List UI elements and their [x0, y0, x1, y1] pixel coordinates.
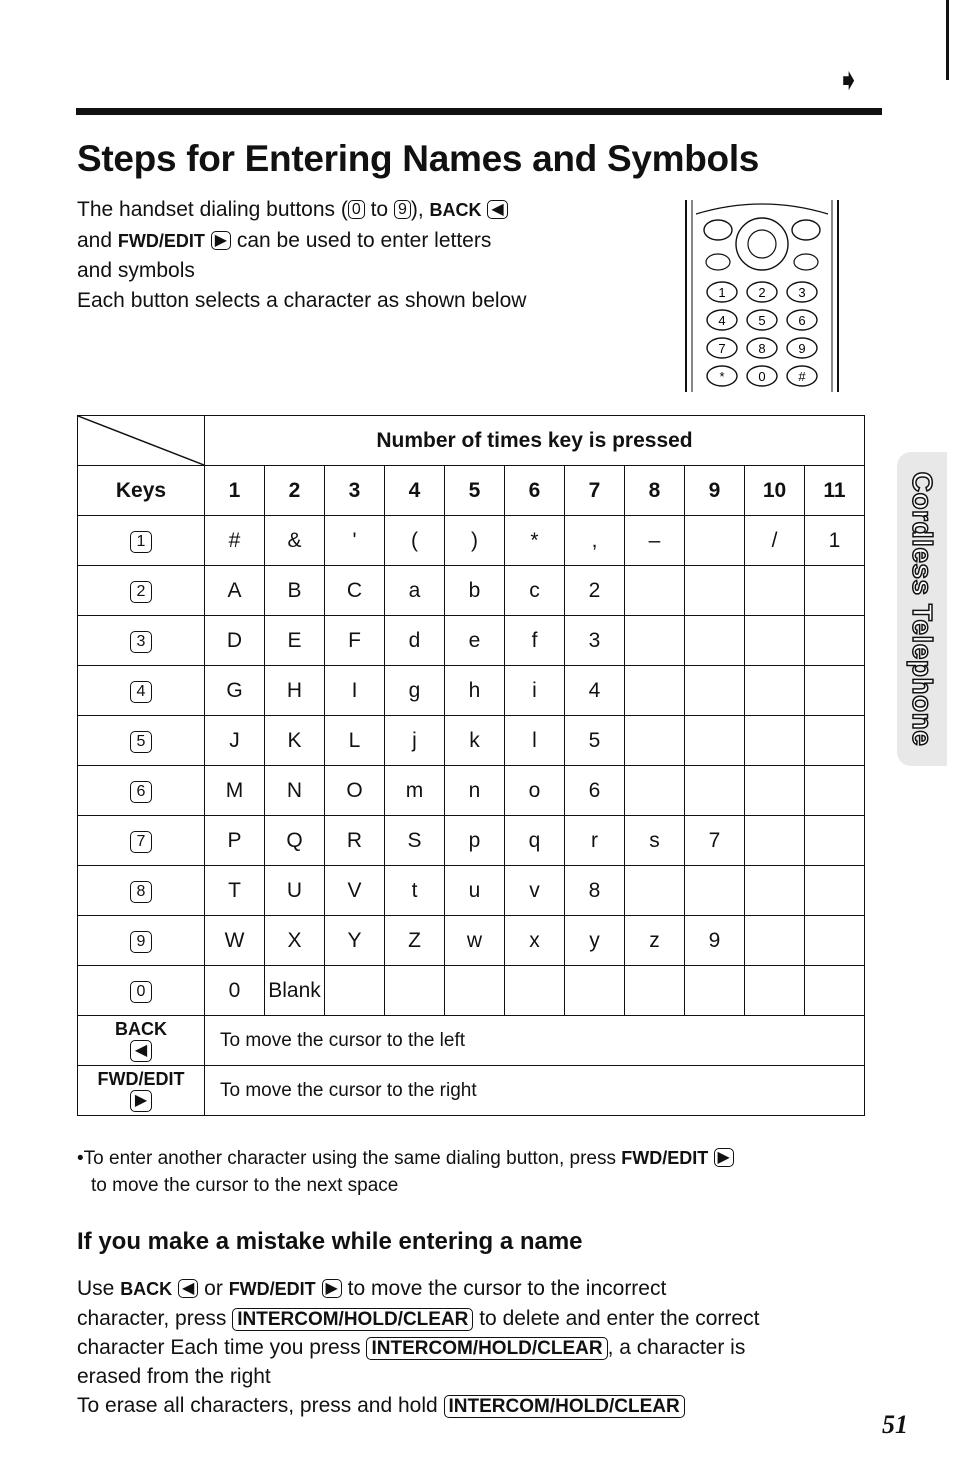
char-cell: f — [505, 616, 565, 666]
intro-line-3: and symbols — [77, 259, 195, 282]
char-cell: q — [505, 816, 565, 866]
key-0-icon: 0 — [348, 200, 365, 219]
mistake-line-3: character Each time you press INTERCOM/HOLD/CLEAR , a character is — [77, 1336, 746, 1359]
phone-key-label: 9 — [798, 341, 806, 356]
char-cell: z — [625, 916, 685, 966]
char-cell — [625, 966, 685, 1016]
char-cell — [805, 716, 865, 766]
char-cell: u — [445, 866, 505, 916]
mistake-heading: If you make a mistake while entering a name — [77, 1228, 583, 1255]
char-cell: B — [265, 566, 325, 616]
char-cell: O — [325, 766, 385, 816]
char-cell: p — [445, 816, 505, 866]
intercom-hold-clear-key: INTERCOM/HOLD/CLEAR — [366, 1337, 607, 1360]
table-row — [78, 516, 865, 566]
char-cell: 0 — [205, 966, 265, 1016]
char-cell — [685, 566, 745, 616]
key-cell — [78, 916, 205, 966]
char-cell: , — [565, 516, 625, 566]
intercom-hold-clear-key: INTERCOM/HOLD/CLEAR — [232, 1308, 473, 1331]
char-cell: d — [385, 616, 445, 666]
count-header: 3 — [325, 466, 385, 516]
phone-key-label: 7 — [718, 341, 726, 356]
char-cell: I — [325, 666, 385, 716]
char-cell: k — [445, 716, 505, 766]
note-line-2: to move the cursor to the next space — [91, 1175, 399, 1196]
key-3-icon: 3 — [130, 631, 152, 653]
count-header: 10 — [745, 466, 805, 516]
char-cell — [685, 766, 745, 816]
char-cell — [625, 566, 685, 616]
table-corner-cell — [78, 416, 205, 466]
char-cell: ( — [385, 516, 445, 566]
back-arrow-icon: ◀ — [487, 200, 507, 219]
table-title: Number of times key is pressed — [205, 416, 865, 466]
back-label: BACK — [115, 1019, 167, 1039]
char-cell: X — [265, 916, 325, 966]
intro-line-1: The handset dialing buttons ( 0 to 9 ), BACK ◀ — [77, 195, 637, 226]
char-cell: e — [445, 616, 505, 666]
char-cell — [805, 916, 865, 966]
char-cell: D — [205, 616, 265, 666]
count-header: 6 — [505, 466, 565, 516]
count-header: 7 — [565, 466, 625, 516]
char-cell: b — [445, 566, 505, 616]
key-0-icon: 0 — [130, 981, 152, 1003]
phone-key-label: # — [798, 369, 806, 384]
char-cell: 4 — [565, 666, 625, 716]
phone-key-label: 3 — [798, 285, 806, 300]
side-tab-label: Cordless Telephone — [907, 471, 938, 747]
char-cell — [505, 966, 565, 1016]
key-cell — [78, 666, 205, 716]
char-cell — [805, 566, 865, 616]
char-cell — [685, 966, 745, 1016]
char-cell: – — [625, 516, 685, 566]
key-cell — [78, 516, 205, 566]
mistake-text — [77, 1274, 897, 1420]
handset-keypad-illustration — [682, 200, 842, 392]
char-cell — [685, 866, 745, 916]
header-rule — [76, 108, 882, 115]
char-cell: Blank — [265, 966, 325, 1016]
table-row — [78, 816, 865, 866]
char-cell: J — [205, 716, 265, 766]
key-cell — [78, 966, 205, 1016]
char-cell: F — [325, 616, 385, 666]
char-cell: 9 — [685, 916, 745, 966]
char-cell: H — [265, 666, 325, 716]
key-6-icon: 6 — [130, 781, 152, 803]
key-cell — [78, 566, 205, 616]
char-cell: l — [505, 716, 565, 766]
char-cell: 3 — [565, 616, 625, 666]
char-cell: & — [265, 516, 325, 566]
char-cell: E — [265, 616, 325, 666]
char-cell: W — [205, 916, 265, 966]
char-cell — [565, 966, 625, 1016]
count-header: 8 — [625, 466, 685, 516]
char-cell: Z — [385, 916, 445, 966]
char-cell: P — [205, 816, 265, 866]
char-cell — [445, 966, 505, 1016]
note-text — [77, 1145, 877, 1199]
char-cell — [805, 966, 865, 1016]
char-cell: # — [205, 516, 265, 566]
page-title: Steps for Entering Names and Symbols — [77, 138, 760, 179]
key-8-icon: 8 — [130, 881, 152, 903]
fwd-key-cell — [78, 1066, 205, 1116]
keypad-keys — [707, 282, 817, 386]
char-cell — [625, 616, 685, 666]
count-header: 2 — [265, 466, 325, 516]
char-cell — [745, 766, 805, 816]
key-cell — [78, 766, 205, 816]
char-cell: 8 — [565, 866, 625, 916]
back-arrow-icon: ◀ — [130, 1040, 152, 1062]
back-row — [78, 1016, 865, 1066]
table-row — [78, 716, 865, 766]
page-number: 51 — [882, 1410, 908, 1439]
count-header: 5 — [445, 466, 505, 516]
char-cell: / — [745, 516, 805, 566]
char-cell — [745, 716, 805, 766]
char-cell: h — [445, 666, 505, 716]
table-row — [78, 566, 865, 616]
fwd-description: To move the cursor to the right — [205, 1066, 865, 1116]
char-cell: w — [445, 916, 505, 966]
char-cell — [805, 816, 865, 866]
char-cell: n — [445, 766, 505, 816]
char-cell — [745, 866, 805, 916]
table-counts-row — [78, 466, 865, 516]
char-cell: t — [385, 866, 445, 916]
char-cell: A — [205, 566, 265, 616]
char-cell: c — [505, 566, 565, 616]
char-cell — [385, 966, 445, 1016]
count-header: 9 — [685, 466, 745, 516]
char-cell — [805, 666, 865, 716]
char-cell — [745, 816, 805, 866]
side-section-tab — [897, 452, 947, 766]
key-7-icon: 7 — [130, 831, 152, 853]
char-cell: j — [385, 716, 445, 766]
key-2-icon: 2 — [130, 581, 152, 603]
fwd-arrow-icon: ▶ — [130, 1090, 152, 1112]
continue-arrow-icon: ➧ — [836, 64, 862, 97]
char-cell: r — [565, 816, 625, 866]
char-cell: K — [265, 716, 325, 766]
fwd-label: FWD/EDIT — [97, 1069, 185, 1089]
char-cell: L — [325, 716, 385, 766]
char-cell: i — [505, 666, 565, 716]
char-cell: x — [505, 916, 565, 966]
char-cell: * — [505, 516, 565, 566]
char-cell — [745, 566, 805, 616]
forward-arrow-icon: ▶ — [714, 1148, 734, 1167]
forward-arrow-icon: ▶ — [322, 1279, 342, 1298]
table-row — [78, 766, 865, 816]
char-cell — [745, 916, 805, 966]
char-cell: 1 — [805, 516, 865, 566]
count-header: 4 — [385, 466, 445, 516]
char-cell: 7 — [685, 816, 745, 866]
char-cell: m — [385, 766, 445, 816]
char-cell: G — [205, 666, 265, 716]
char-cell: Y — [325, 916, 385, 966]
char-cell: y — [565, 916, 625, 966]
char-cell — [685, 716, 745, 766]
intro-text — [77, 195, 637, 315]
char-cell: ) — [445, 516, 505, 566]
count-header: 1 — [205, 466, 265, 516]
char-cell — [625, 716, 685, 766]
char-cell: S — [385, 816, 445, 866]
intercom-hold-clear-key: INTERCOM/HOLD/CLEAR — [444, 1395, 685, 1418]
char-cell: 2 — [565, 566, 625, 616]
forward-arrow-icon: ▶ — [211, 231, 231, 250]
back-arrow-icon: ◀ — [178, 1279, 198, 1298]
intro-line-4: Each button selects a character as shown below — [77, 288, 527, 312]
keys-label: Keys — [78, 466, 205, 516]
page-edge-line — [946, 0, 949, 80]
char-cell — [805, 616, 865, 666]
char-cell: s — [625, 816, 685, 866]
key-1-icon: 1 — [130, 531, 152, 553]
char-cell: 5 — [565, 716, 625, 766]
char-cell: g — [385, 666, 445, 716]
char-cell: U — [265, 866, 325, 916]
char-cell — [745, 616, 805, 666]
phone-key-label: 6 — [798, 313, 806, 328]
mistake-line-5: To erase all characters, press and hold INTERCOM/HOLD/CLEAR — [77, 1391, 897, 1420]
back-key-cell — [78, 1016, 205, 1066]
char-cell — [625, 866, 685, 916]
fwd-row — [78, 1066, 865, 1116]
count-header: 11 — [805, 466, 865, 516]
phone-key-label: 5 — [758, 313, 766, 328]
table-row — [78, 616, 865, 666]
char-cell: Q — [265, 816, 325, 866]
char-cell: V — [325, 866, 385, 916]
phone-key-label: 2 — [758, 285, 766, 300]
phone-key-label: 4 — [718, 313, 726, 328]
mistake-line-4: erased from the right — [77, 1365, 271, 1388]
key-cell — [78, 866, 205, 916]
mistake-line-2: character, press INTERCOM/HOLD/CLEAR to delete and enter the correct — [77, 1307, 760, 1330]
key-5-icon: 5 — [130, 731, 152, 753]
char-cell — [625, 766, 685, 816]
key-cell — [78, 616, 205, 666]
table-row — [78, 866, 865, 916]
char-cell: T — [205, 866, 265, 916]
table-row — [78, 916, 865, 966]
char-cell: a — [385, 566, 445, 616]
key-4-icon: 4 — [130, 681, 152, 703]
table-row — [78, 966, 865, 1016]
mistake-line-1: Use BACK ◀ or FWD/EDIT ▶ to move the cursor to the incorrect — [77, 1277, 667, 1300]
phone-key-label: 8 — [758, 341, 766, 356]
key-cell — [78, 716, 205, 766]
char-cell: v — [505, 866, 565, 916]
phone-key-label: * — [719, 369, 725, 384]
key-9-icon: 9 — [130, 931, 152, 953]
char-cell — [325, 966, 385, 1016]
char-cell — [805, 866, 865, 916]
char-cell — [625, 666, 685, 716]
char-cell — [685, 666, 745, 716]
phone-key-label: 0 — [758, 369, 766, 384]
char-cell: R — [325, 816, 385, 866]
char-cell: ' — [325, 516, 385, 566]
back-description: To move the cursor to the left — [205, 1016, 865, 1066]
char-cell: N — [265, 766, 325, 816]
char-cell: o — [505, 766, 565, 816]
phone-key-label: 1 — [718, 285, 726, 300]
key-cell — [78, 816, 205, 866]
table-row — [78, 666, 865, 716]
char-cell: C — [325, 566, 385, 616]
char-cell — [745, 966, 805, 1016]
character-table — [77, 415, 865, 1116]
char-cell — [685, 516, 745, 566]
char-cell — [805, 766, 865, 816]
char-cell — [745, 666, 805, 716]
char-cell: M — [205, 766, 265, 816]
table-header-row — [78, 416, 865, 466]
char-cell — [685, 616, 745, 666]
key-9-icon: 9 — [394, 200, 411, 219]
note-line-1: •To enter another character using the same dialing button, press FWD/EDIT ▶ — [77, 1145, 877, 1172]
intro-line-2: and FWD/EDIT ▶ can be used to enter letters — [77, 228, 492, 252]
char-cell: 6 — [565, 766, 625, 816]
